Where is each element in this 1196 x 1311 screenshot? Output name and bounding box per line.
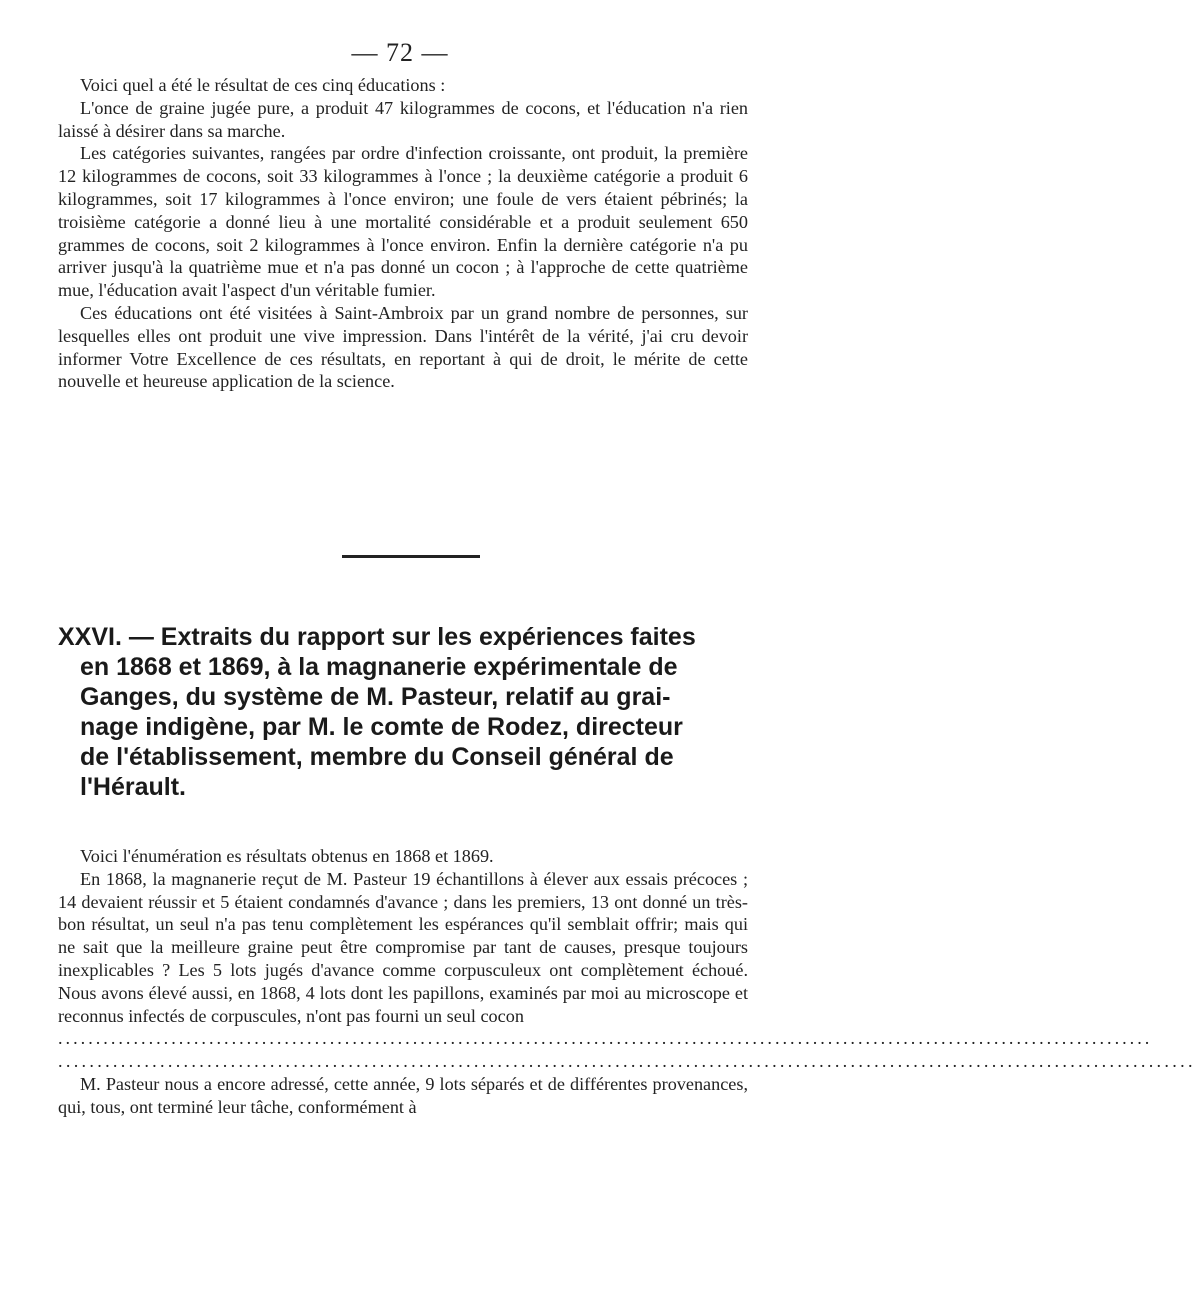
ellipsis-dotted-line: ................................................................................................................................................. — [58, 1051, 1196, 1072]
heading-line: de l'établissement, membre du Conseil général de — [80, 743, 674, 771]
heading-line: Ganges, du système de M. Pasteur, relatif au grai- — [80, 683, 671, 711]
section-divider — [342, 555, 480, 558]
heading-line: en 1868 et 1869, à la magnanerie expérimentale de — [80, 653, 678, 681]
paragraph: Voici l'énumération es résultats obtenus en 1868 et 1869. — [80, 846, 494, 866]
body-text-bottom — [58, 845, 1196, 1119]
paragraph: Ces éducations ont été visitées à Saint-Ambroix par un grand nombre de personnes, sur lesquelles elles ont produit une vive impression. Dans l'intérêt de la vérité, j'ai cru devoir informer Votre Excellence de ces résultats, en reportant à qui de droit, le mérite de cette nouvelle et heureuse application de la science. — [58, 302, 748, 392]
paragraph: Voici quel a été le résultat de ces cinq éducations : — [80, 75, 446, 95]
paragraph: L'once de graine jugée pure, a produit 47 kilogrammes de cocons, et l'éducation n'a rien laissé à désirer dans sa marche. — [58, 97, 748, 141]
ellipsis-dotted-line: ................................................................................................................................................. — [58, 1028, 1153, 1049]
heading-line: nage indigène, par M. le comte de Rodez, directeur — [80, 713, 683, 741]
paragraph: Les catégories suivantes, rangées par ordre d'infection croissante, ont produit, la première 12 kilogrammes de cocons, soit 33 kilogrammes à l'once ; la deuxième catégorie a produit 6 kilogrammes, soit 17 kilogrammes à l'once environ; une foule de vers étaient pébrinés; la troisième catégorie a donné lieu à une mortalité considérable et a produit seulement 650 grammes de cocons, soit 2 kilogrammes à l'once environ. Enfin la dernière catégorie n'a pu arriver jusqu'à la quatrième mue et n'a pas donné un cocon ; à l'approche de cette quatrième mue, l'éducation avait l'aspect d'un véritable fumier. — [58, 143, 748, 301]
heading-line: XXVI. — Extraits du rapport sur les expériences faites — [58, 623, 696, 651]
heading-line: l'Hérault. — [80, 773, 186, 801]
page-number: — 72 — — [351, 38, 449, 67]
paragraph: M. Pasteur nous a encore adressé, cette année, 9 lots séparés et de différentes provenances, qui, tous, ont terminé leur tâche, conformément à — [58, 1073, 748, 1117]
body-text-top — [58, 74, 748, 393]
paragraph: En 1868, la magnanerie reçut de M. Pasteur 19 échantillons à élever aux essais précoces ; 14 devaient réussir et 5 étaient condamnés d'avance ; dans les premiers, 13 ont donné un très-bon résultat, un seul n'a pas tenu complètement les espérances qu'il semblait offrir; mais qui ne sait que la meilleure graine peut être compromise par tant de causes, presque toujours inexplicables ? Les 5 lots jugés d'avance comme corpusculeux ont complètement échoué. Nous avons élevé aussi, en 1868, 4 lots dont les papillons, examinés par moi au microscope et reconnus infectés de corpuscules, n'ont pas fourni un seul cocon — [58, 868, 748, 1026]
section-heading — [58, 622, 748, 802]
